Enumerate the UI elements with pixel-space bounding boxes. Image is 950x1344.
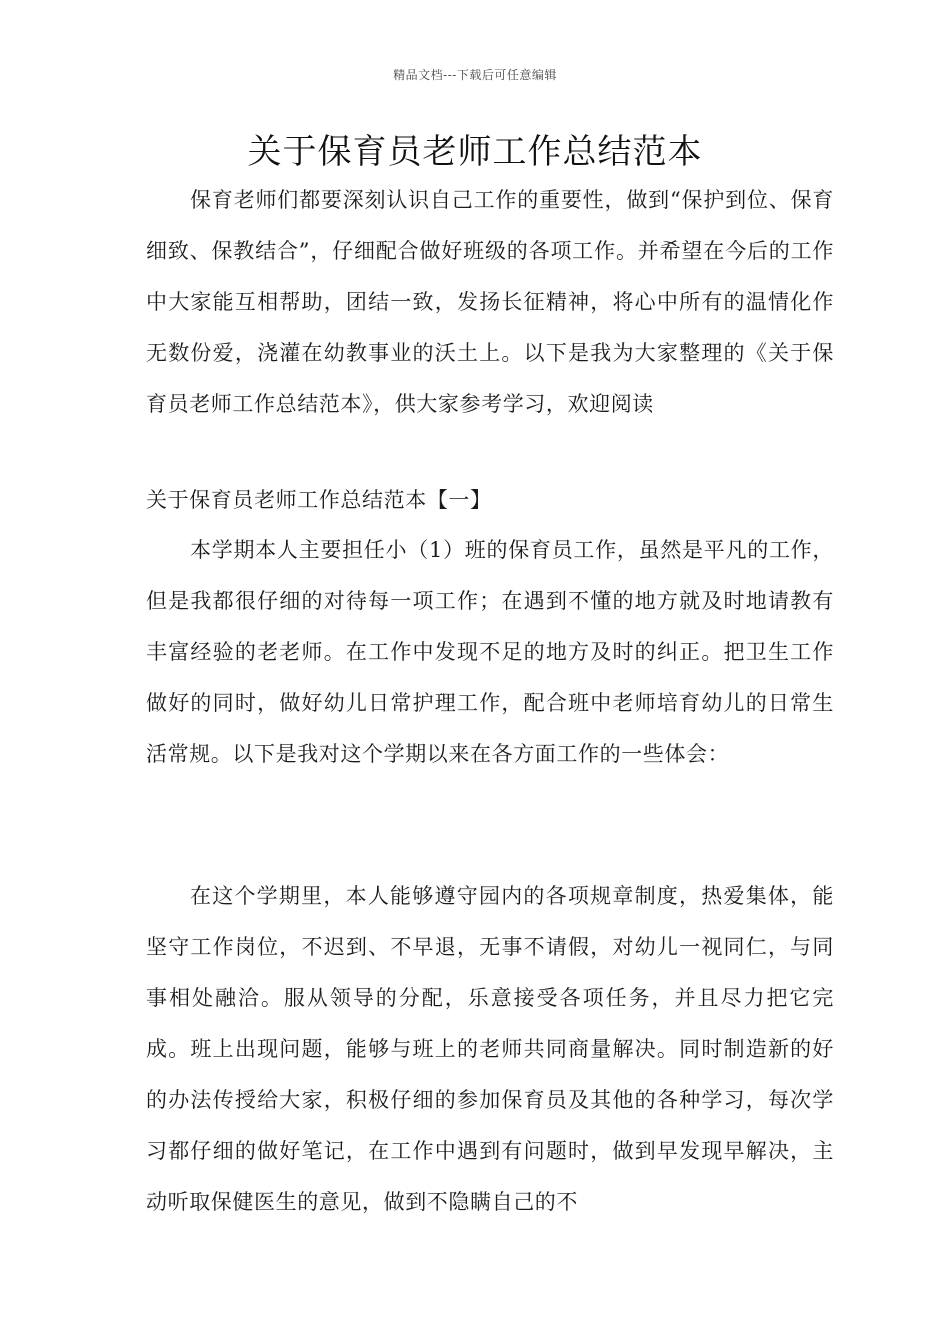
- section-heading: 关于保育员老师工作总结范本【一】: [146, 488, 492, 512]
- intro-paragraph-block: [146, 175, 834, 430]
- section-heading-block: [146, 475, 834, 526]
- paragraph-2: 在这个学期里，本人能够遵守园内的各项规章制度，热爱集体，能坚守工作岗位，不迟到、不早退，无事不请假，对幼儿一视同仁，与同事相处融洽。服从领导的分配，乐意接受各项任务，并且尽力把它完成。班上出现问题，能够与班上的老师共同商量解决。同时制造新的好的办法传授给大家，积极仔细的参加保育员及其他的各种学习，每次学习都仔细的做好笔记，在工作中遇到有问题时，做到早发现早解决，主动听取保健医生的意见，做到不隐瞒自己的不: [146, 884, 834, 1214]
- paragraph-2-block: [146, 871, 834, 1228]
- paragraph-1-block: [146, 525, 834, 780]
- document-title: 关于保育员老师工作总结范本: [247, 132, 703, 172]
- header-note: 精品文档---下载后可任意编辑: [393, 68, 557, 82]
- paragraph-1: 本学期本人主要担任小（1）班的保育员工作，虽然是平凡的工作，但是我都很仔细的对待每一项工作；在遇到不懂的地方就及时地请教有丰富经验的老老师。在工作中发现不足的地方及时的纠正。把卫生工作做好的同时，做好幼儿日常护理工作，配合班中老师培育幼儿的日常生活常规。以下是我对这个学期以来在各方面工作的一些体会：: [146, 538, 834, 766]
- intro-paragraph: 保育老师们都要深刻认识自己工作的重要性，做到“保护到位、保育细致、保教结合”，仔细配合做好班级的各项工作。并希望在今后的工作中大家能互相帮助，团结一致，发扬长征精神，将心中所有的温情化作无数份爱，浇灌在幼教事业的沃土上。以下是我为大家整理的《关于保育员老师工作总结范本》，供大家参考学习，欢迎阅读: [146, 188, 834, 416]
